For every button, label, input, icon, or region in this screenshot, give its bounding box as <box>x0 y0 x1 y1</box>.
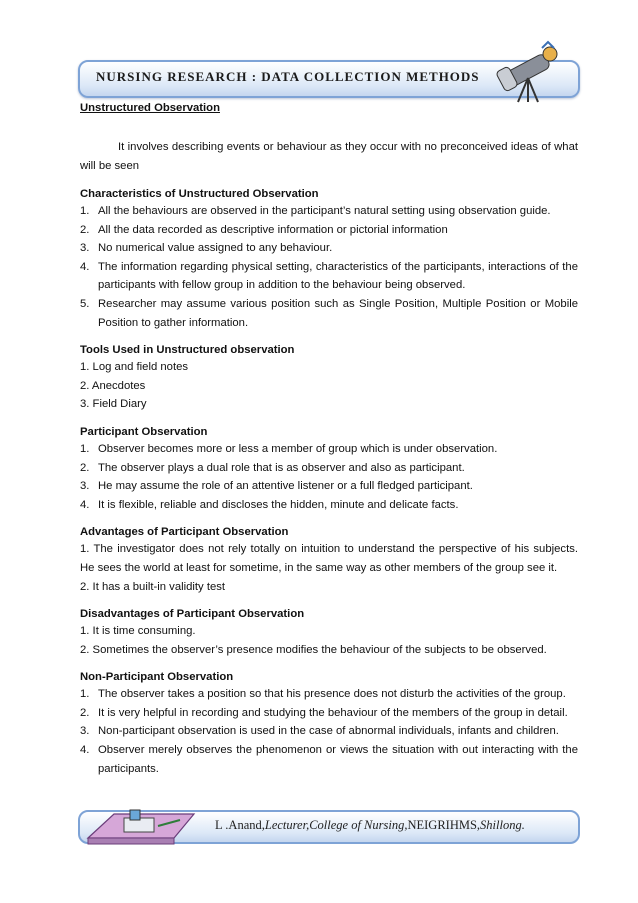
list-item: 3. No numerical value assigned to any behaviour. <box>80 242 333 255</box>
list-item: 1. It is time consuming. <box>80 625 196 638</box>
section-nonparticipant <box>80 669 578 778</box>
section-advantages <box>80 524 578 596</box>
list-item: 5. Researcher may assume various position such as Single Position, Multiple Position or Mobile Position to gather information. <box>80 297 578 329</box>
list-item: 1. Observer becomes more or less a member of group which is under observation. <box>80 442 498 455</box>
list-item: 3. Field Diary <box>80 398 147 411</box>
desk-illustration-icon <box>84 808 204 848</box>
section-heading-unstructured: Unstructured Observation <box>80 102 220 114</box>
document-body <box>80 100 578 788</box>
list-item: 3. He may assume the role of an attentive listener or a full fledged participant. <box>80 480 473 493</box>
list-item: 4. The information regarding physical setting, characteristics of the participants, interactions of the participants with fellow group in addition to the behaviour being observed. <box>80 260 578 292</box>
list-item: 1. The observer takes a position so that his presence does not disturb the activities of the group. <box>80 688 566 701</box>
section-heading-advantages: Advantages of Participant Observation <box>80 526 289 539</box>
list-item: 2. The observer plays a dual role that is as observer and also as participant. <box>80 461 465 474</box>
list-item: 2. It has a built-in validity test <box>80 580 226 593</box>
section-heading-nonparticipant: Non-Participant Observation <box>80 671 234 684</box>
list-item: 4. It is flexible, reliable and discloses the hidden, minute and delicate facts. <box>80 498 459 511</box>
list-item: 2. All the data recorded as descriptive information or pictorial information <box>80 223 448 236</box>
section-participant <box>80 424 578 514</box>
list-item: 2. Sometimes the observer’s presence modifies the behaviour of the subjects to be observed. <box>80 643 547 656</box>
list-item: 3. Non-participant observation is used in the case of abnormal individuals, infants and children. <box>80 725 559 738</box>
section-characteristics <box>80 186 578 332</box>
section-disadvantages <box>80 606 578 659</box>
list-item: 4. Observer merely observes the phenomenon or views the situation with out interacting with the participants. <box>80 744 578 775</box>
footer-credit: L .Anand,Lecturer,College of Nursing,NEIGRIHMS,Shillong. <box>215 818 525 832</box>
section-tools <box>80 342 578 414</box>
list-item: 1. Log and field notes <box>80 361 189 374</box>
telescope-icon <box>488 40 568 106</box>
section-heading-disadvantages: Disadvantages of Participant Observation <box>80 608 305 621</box>
section-heading-tools: Tools Used in Unstructured observation <box>80 344 295 357</box>
page-title: NURSING RESEARCH : DATA COLLECTION METHODS <box>96 69 480 84</box>
section-heading-participant: Participant Observation <box>80 425 208 438</box>
section-heading-characteristics: Characteristics of Unstructured Observation <box>80 188 319 200</box>
list-item: 2. Anecdotes <box>80 379 146 392</box>
list-item: 2. It is very helpful in recording and studying the behaviour of the members of the group in detail. <box>80 706 568 719</box>
list-item: 1. The investigator does not rely totally on intuition to understand the perspective of his subjects. He sees the world at least for sometime, in the same way as other members of the group see it. <box>80 543 578 574</box>
unstructured-description: It involves describing events or behaviour as they occur with no preconceived ideas of what will be seen <box>80 141 578 172</box>
list-item: 1. All the behaviours are observed in the participant’s natural setting using observation guide. <box>80 205 551 217</box>
